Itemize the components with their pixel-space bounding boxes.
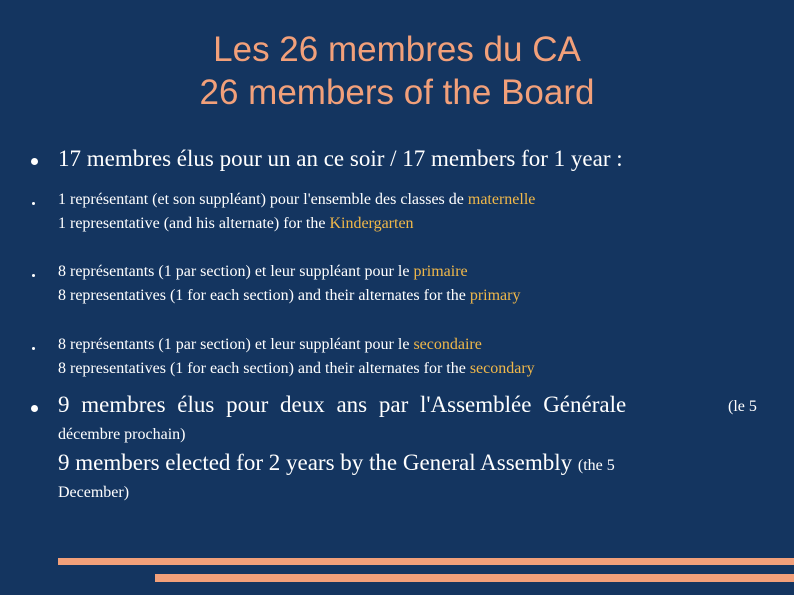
item-french-highlight: primaire: [413, 263, 468, 280]
item-english-date: (the 5: [577, 457, 615, 474]
item-french-text: 1 représentant (et son suppléant) pour l'ensemble des classes de: [58, 191, 468, 208]
item-english-line: [58, 450, 615, 476]
item-english-line: [58, 360, 535, 378]
item-french-line: [58, 263, 468, 281]
item-english-highlight: primary: [469, 287, 521, 304]
item-english-line: [58, 215, 414, 233]
item-french-highlight: secondaire: [413, 336, 482, 353]
item-english-continuation: December): [58, 484, 130, 501]
item-english-highlight: secondary: [469, 360, 535, 377]
title-line-english: 26 members of the Board: [199, 73, 595, 112]
small-bullet-icon: [32, 274, 35, 277]
slide-title: [0, 28, 794, 114]
item-text: 17 membres élus pour un an ce soir / 17 members for 1 year :: [58, 146, 623, 171]
bullet-icon: [31, 405, 38, 412]
item-french-main: 9 membres élus pour deux ans par l'Assemblée Générale: [58, 392, 627, 417]
item-english-line: [58, 287, 520, 305]
decorative-bar-upper: [58, 558, 794, 565]
item-english-text: 8 representatives (1 for each section) and their alternates for the: [58, 360, 470, 377]
item-french-continuation: décembre prochain): [58, 426, 186, 443]
item-english-text: 8 representatives (1 for each section) and their alternates for the: [58, 287, 470, 304]
item-french-line: [58, 191, 535, 209]
bullet-icon: [31, 158, 38, 165]
item-english-highlight: Kindergarten: [329, 215, 414, 232]
item-french-text: 8 représentants (1 par section) et leur suppléant pour le: [58, 263, 414, 280]
item-french-line: [58, 392, 770, 418]
title-line-french: Les 26 membres du CA: [213, 30, 581, 69]
small-bullet-icon: [32, 347, 35, 350]
item-french-date: (le 5: [728, 398, 757, 415]
decorative-bar-lower: [155, 574, 794, 582]
item-french-line: [58, 336, 482, 354]
item-english-text: 1 representative (and his alternate) for the: [58, 215, 330, 232]
item-french-highlight: maternelle: [467, 191, 536, 208]
small-bullet-icon: [32, 202, 35, 205]
item-french-text: 8 représentants (1 par section) et leur suppléant pour le: [58, 336, 414, 353]
item-english-main: 9 members elected for 2 years by the General Assembly: [58, 450, 573, 475]
